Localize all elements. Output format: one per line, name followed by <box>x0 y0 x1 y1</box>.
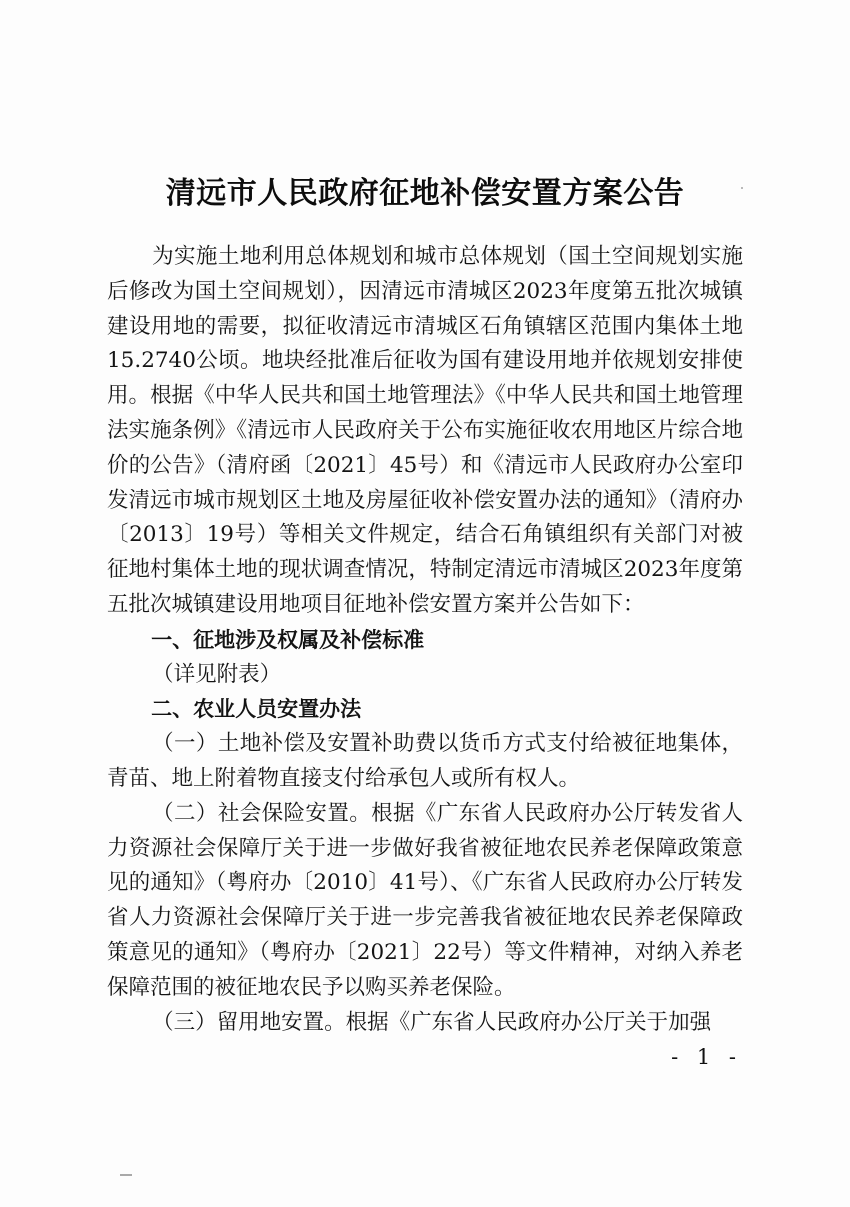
page-title: 清远市人民政府征地补偿安置方案公告 <box>165 176 685 211</box>
section-heading-1: 一、征地涉及权属及补偿标准 <box>151 627 425 652</box>
paragraph-item-3: （三）留用地安置。根据《广东省人民政府办公厅关于加强 <box>152 1009 712 1035</box>
paragraph-intro: 为实施土地利用总体规划和城市总体规划（国土空间规划实施后修改为国土空间规划），因清远市清城区2023年度第五批次城镇建设用地的需要，拟征收清远市清城区石角镇辖区范围内集体土地15.2740公顷。地块经批准后征收为国有建设用地并依规划安排使用。根据《中华人民共和国土地管理法》《中华人民共和国土地管理法实施条例》《清远市人民政府关于公布实施征收农用地区片综合地价的公告》（清府函〔2021〕45号）和《清远市人民政府办公室印发清远市城市规划区土地及房屋征收补偿安置办法的通知》（清府办〔2013〕19号）等相关文件规定，结合石角镇组织有关部门对被征地村集体土地的现状调查情况，特制定清远市清城区2023年度第五批次城镇建设用地项目征地补偿安置方案并公告如下： <box>107 244 743 617</box>
page-number: - 1 - <box>671 1045 742 1069</box>
scan-artifact <box>120 1174 132 1176</box>
paragraph-see-attachment: （详见附表） <box>152 661 282 687</box>
paragraph-item-2: （二）社会保险安置。根据《广东省人民政府办公厅转发省人力资源社会保障厅关于进一步做好我省被征地农民养老保障政策意见的通知》（粤府办〔2010〕41号）、《广东省人民政府办公厅转发省人力资源社会保障厅关于进一步完善我省被征地农民养老保障政策意见的通知》（粤府办〔2021〕22号）等文件精神，对纳入养老保障范围的被征地农民予以购买养老保险。 <box>107 800 743 1000</box>
scan-artifact-dot <box>741 187 743 189</box>
paragraph-item-1: （一）土地补偿及安置补助费以货币方式支付给被征地集体，青苗、地上附着物直接支付给承包人或所有权人。 <box>107 731 743 791</box>
document-body <box>107 240 743 1040</box>
section-heading-2: 二、农业人员安置办法 <box>151 697 362 722</box>
